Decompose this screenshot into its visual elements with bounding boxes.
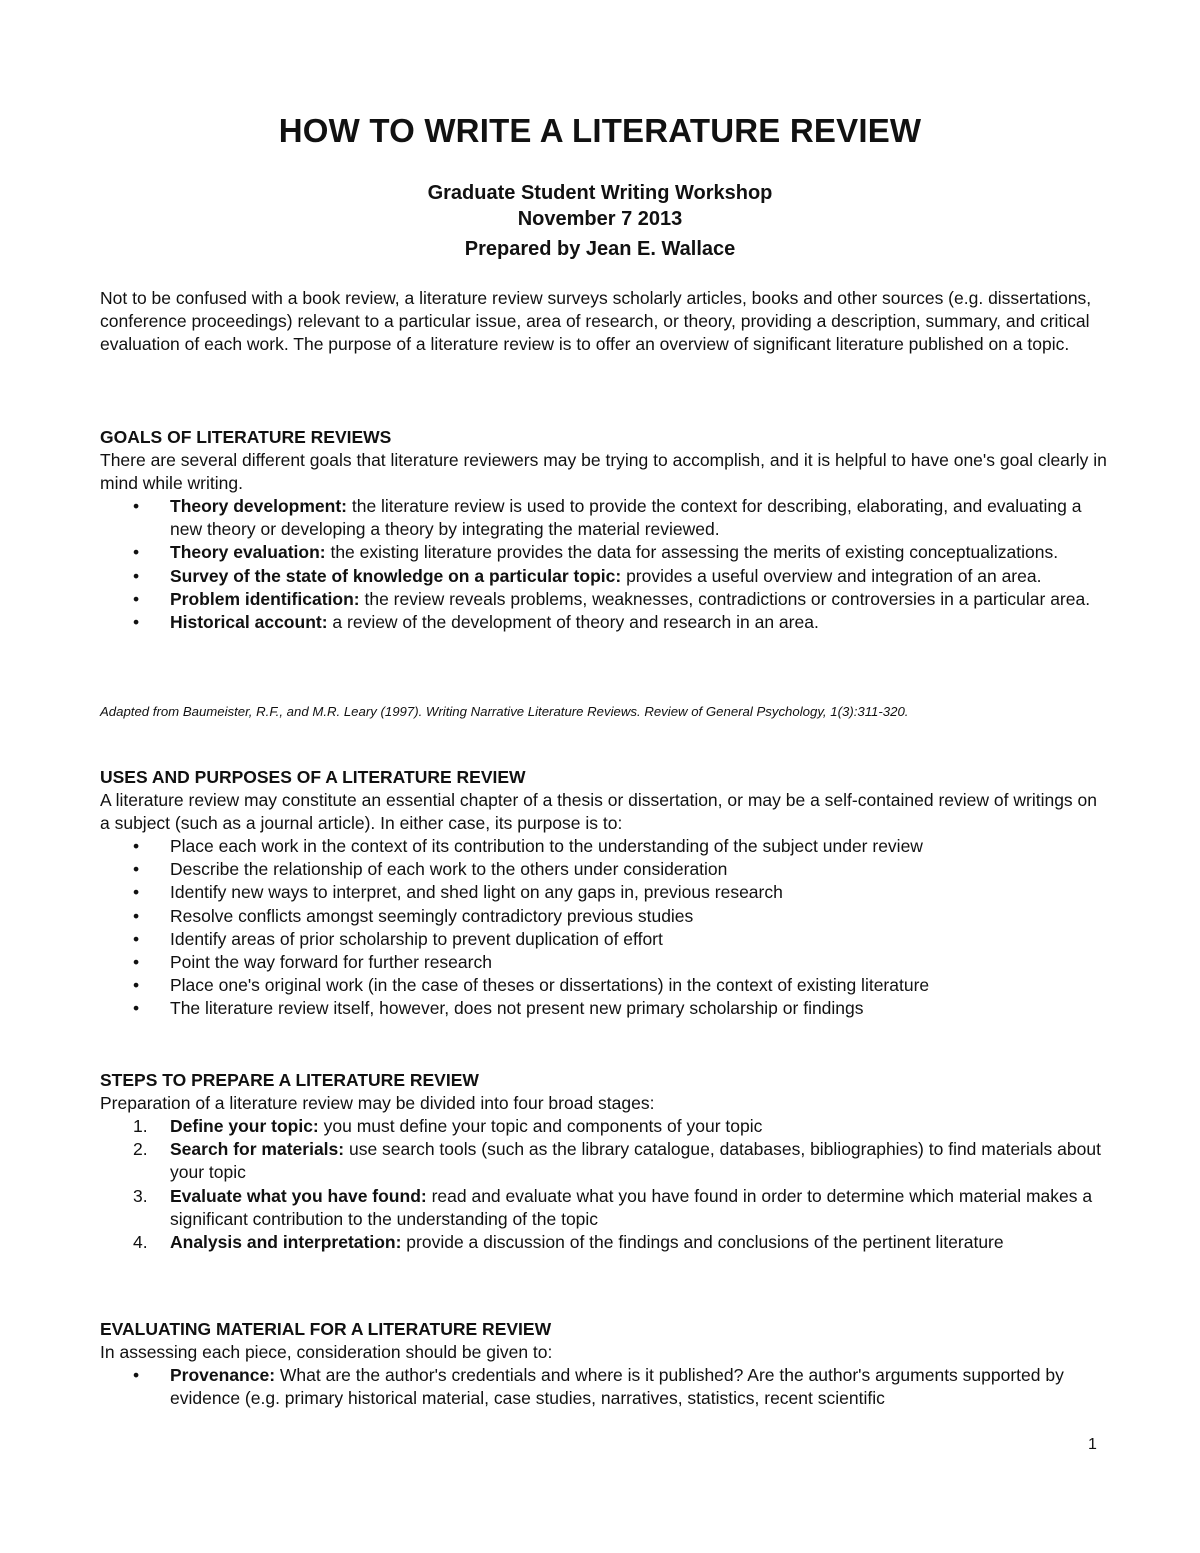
list-item — [100, 541, 1110, 564]
steps-list — [100, 1115, 1110, 1254]
list-item: • Identify areas of prior scholarship to prevent duplication of effort — [100, 928, 1110, 951]
section-heading-goals: GOALS OF LITERATURE REVIEWS — [100, 427, 392, 447]
list-item — [100, 565, 1110, 588]
item-term: Analysis and interpretation: — [170, 1232, 402, 1253]
item-term: Survey of the state of knowledge on a particular topic: — [170, 565, 622, 586]
citation: Adapted from Baumeister, R.F., and M.R. Leary (1997). Writing Narrative Literature Reviews. Review of General Psychology, 1(3):311-320. — [100, 704, 909, 719]
item-text: the literature review is used to provide the context for describing, elaborating, and evaluating a new theory or developing a theory by integrating the material reviewed. — [170, 496, 1082, 540]
evaluating-intro: In assessing each piece, consideration should be given to: — [100, 1342, 553, 1362]
item-term: Define your topic: — [170, 1116, 319, 1136]
list-item — [100, 1231, 1110, 1254]
evaluating-list — [100, 1364, 1110, 1410]
item-text: provides a useful overview and integration of an area. — [621, 565, 1042, 586]
list-item: • Resolve conflicts amongst seemingly contradictory previous studies — [100, 905, 1110, 928]
list-item: • Point the way forward for further research — [100, 951, 1110, 974]
item-text: provide a discussion of the findings and conclusions of the pertinent literature — [401, 1232, 1004, 1253]
section-heading-steps: STEPS TO PREPARE A LITERATURE REVIEW — [100, 1070, 479, 1090]
item-number: 4. — [133, 1232, 148, 1253]
item-term: Historical account: — [170, 612, 328, 633]
workshop-date: November 7 2013 — [517, 208, 683, 230]
item-term: Evaluate what you have found: — [170, 1185, 427, 1206]
list-item: • Describe the relationship of each work to the others under consideration — [100, 858, 1110, 881]
item-term: Provenance: — [170, 1365, 276, 1385]
list-item: • Place one's original work (in the case of theses or dissertations) in the context of existing literature — [100, 974, 1110, 997]
list-item — [100, 1138, 1110, 1184]
list-item — [100, 495, 1110, 541]
uses-list — [100, 835, 1110, 1021]
list-item: • Identify new ways to interpret, and shed light on any gaps in, previous research — [100, 881, 1110, 904]
item-text: read and evaluate what you have found in order to determine which material makes a significant contribution to the understanding of the topic — [170, 1185, 1093, 1229]
list-item — [100, 1364, 1110, 1410]
section-heading-uses: USES AND PURPOSES OF A LITERATURE REVIEW — [100, 767, 526, 787]
item-term: Theory development: — [170, 496, 347, 516]
goals-list — [100, 495, 1110, 634]
author-line: Prepared by Jean E. Wallace — [464, 238, 736, 260]
item-text: a review of the development of theory and research in an area. — [327, 612, 819, 633]
list-item: • Place each work in the context of its contribution to the understanding of the subject under review — [100, 835, 1110, 858]
list-item: • The literature review itself, however, does not present new primary scholarship or findings — [100, 997, 1110, 1020]
item-number: 3. — [133, 1185, 148, 1206]
document-title: HOW TO WRITE A LITERATURE REVIEW — [278, 112, 922, 149]
page-number: 1 — [1088, 1436, 1097, 1453]
list-item — [100, 588, 1110, 611]
item-term: Search for materials: — [170, 1139, 345, 1160]
steps-intro: Preparation of a literature review may be divided into four broad stages: — [100, 1093, 655, 1113]
uses-intro: A literature review may constitute an essential chapter of a thesis or dissertation, or may be a self-contained review of writings on a subject (such as a journal article). In either case, its purpose is to: — [100, 790, 1098, 834]
goals-intro: There are several different goals that literature reviewers may be trying to accomplish, and it is helpful to have one's goal clearly in mind while writing. — [100, 450, 1107, 494]
item-text: you must define your topic and components of your topic — [318, 1116, 763, 1136]
item-text: use search tools (such as the library catalogue, databases, bibliographies) to find materials about your topic — [170, 1139, 1101, 1183]
item-term: Theory evaluation: — [170, 542, 326, 563]
item-text: the existing literature provides the data for assessing the merits of existing conceptualizations. — [325, 542, 1059, 563]
item-term: Problem identification: — [170, 588, 360, 609]
item-number: 1. — [133, 1116, 148, 1136]
item-text: What are the author's credentials and where is it published? Are the author's arguments supported by evidence (e.g. primary historical material, case studies, narratives, statistics, recent scientific — [170, 1365, 1064, 1409]
list-item — [100, 611, 1110, 634]
list-item — [100, 1115, 1110, 1138]
list-item — [100, 1185, 1110, 1231]
item-number: 2. — [133, 1139, 148, 1160]
item-text: the review reveals problems, weaknesses, contradictions or controversies in a particular area. — [359, 588, 1091, 609]
intro-paragraph: Not to be confused with a book review, a literature review surveys scholarly articles, books and other sources (e.g. dissertations, conference proceedings) relevant to a particular issue, area of research, or theory, providing a description, summary, and critical evaluation of each work. The purpose of a literature review is to offer an overview of significant literature published on a topic. — [100, 288, 1092, 355]
workshop-name: Graduate Student Writing Workshop — [427, 182, 773, 204]
section-heading-evaluating: EVALUATING MATERIAL FOR A LITERATURE REVIEW — [100, 1319, 552, 1339]
